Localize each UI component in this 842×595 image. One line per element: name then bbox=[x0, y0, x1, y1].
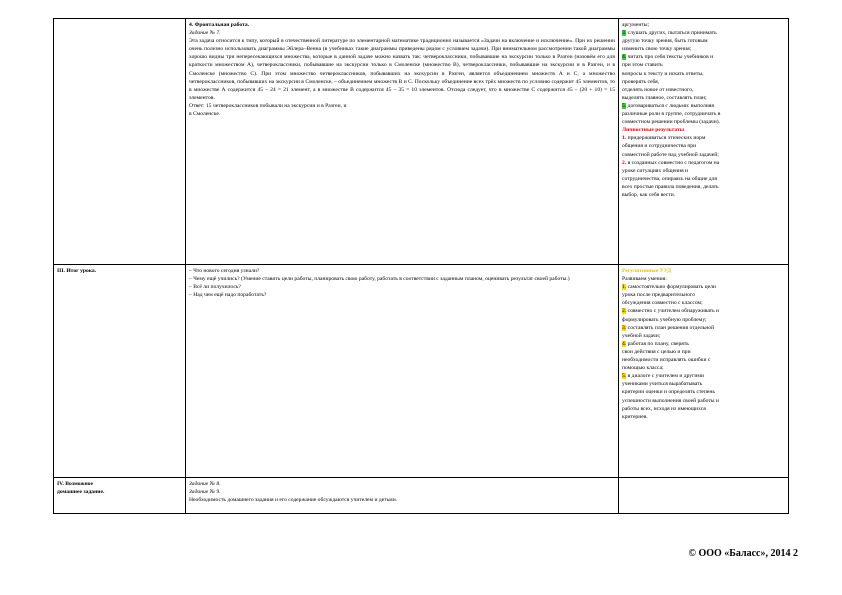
uud-line: общения и сотрудничества при bbox=[622, 143, 697, 150]
uud-line: совместном решении проблемы (задачи). bbox=[622, 119, 720, 126]
content-cell bbox=[186, 478, 619, 514]
uud-line: совместной работе над учебной задачей; bbox=[622, 151, 719, 158]
reg-item: 5. в диалоге с учителем и другими bbox=[622, 373, 704, 380]
uud-line: всех простые правила поведения, делать bbox=[622, 183, 719, 190]
uud-cell bbox=[619, 478, 789, 514]
uud-line: учениками учиться вырабатывать bbox=[622, 381, 703, 388]
uud-item: 4. читать про себя тексты учебников и bbox=[622, 54, 714, 61]
uud-line: критериев. bbox=[622, 413, 648, 420]
reg-item: 3. составлять план решения отдельной bbox=[622, 324, 715, 331]
reg-item: 4. работая по плану, сверять bbox=[622, 340, 689, 347]
personal-results-heading: Личностные результаты bbox=[622, 127, 685, 134]
item-number: 1. bbox=[622, 135, 627, 142]
uud-line: вопросы к тексту и искать ответы, bbox=[622, 70, 704, 77]
stage-cell bbox=[54, 19, 186, 265]
uud-line: отделять новое от известного, bbox=[622, 86, 694, 93]
uud-line: свои действия с целью и при bbox=[622, 348, 691, 355]
regulatory-heading: Регулятивные УУД bbox=[622, 268, 672, 274]
solution-paragraph: Эта задача относится к типу, который в отечественной литературе по элементарной математике традиционно называется «Задачи на включение и исключение». При их решении очень полезно использовать диаграммы Эйлера–Венна (в учебниках такие диаграммы приведены рядом с условием задачи). При внимательном рассмотрении такой диаграммы хорошо видны три непересекающихся множества, которые в данной задаче можно назвать так: четвероклассники, побывавшие на экскурсии только в Разгеи (назовём его для краткости множеством А), четвероклассники, побывавшие на экскурсии только в Смоленске (множество В), четвероклассники, побывавшие на экскурсии и в Разгеи, и в Смоленске (множество С). При этом множество четвероклассников, побывавших на экскурсии в Разгеи, является объединением множеств А и С, а множество четвероклассников, побывавших на экскурсии в Смоленске, – объединением множеств В и С. Поскольку объединение всех трёх множеств по условию содержит 45 элементов, то в множестве А содержится 45 – 24 = 21 элемент, а в множестве В содержится 45 – 35 = 10 элементов. Отсюда следует, что в множестве С содержится 45 – (20 + 10) = 15 элементов. bbox=[189, 38, 615, 101]
table-row bbox=[54, 265, 789, 478]
table-row bbox=[54, 19, 789, 265]
uud-line: работы всех, исходя из имеющихся bbox=[622, 405, 706, 412]
item-number: 2. bbox=[622, 159, 627, 166]
question-line: – Чему ещё учились? (Умение ставить цели работы, планировать свою работу, работать в соответствии с заданным планом, оценивать результат своей работы.) bbox=[189, 276, 570, 283]
stage-title: III. Итог урока. bbox=[57, 268, 97, 274]
content-cell bbox=[186, 19, 619, 265]
uud-line: при этом ставить bbox=[622, 62, 663, 69]
uud-line: критерии оценки и определять степень bbox=[622, 389, 715, 396]
uud-item: 5. договариваться с людьми: выполняя bbox=[622, 102, 714, 109]
uud-line: урока после предварительного bbox=[622, 292, 695, 299]
uud-line: уроке ситуациях общения и bbox=[622, 167, 689, 174]
uud-line: различные роли в группе, сотрудничать в bbox=[622, 111, 721, 118]
lesson-plan-table bbox=[53, 18, 789, 514]
uud-line: выбор, как себя вести. bbox=[622, 191, 676, 198]
content-cell bbox=[186, 265, 619, 478]
uud-cell bbox=[619, 19, 789, 265]
reg-item: 2. совместно с учителем обнаруживать и bbox=[622, 308, 720, 315]
item-number: 5. bbox=[622, 102, 627, 109]
task-label: Задание № 8. bbox=[189, 481, 221, 487]
uud-line: проверять себя, bbox=[622, 78, 660, 85]
uud-line: помощью класса; bbox=[622, 365, 664, 372]
stage-cell bbox=[54, 265, 186, 478]
question-line: – Всё ли получилось? bbox=[189, 284, 241, 291]
personal-item: 1. придерживаться этических норм bbox=[622, 135, 706, 142]
item-number: 1. bbox=[622, 284, 627, 291]
uud-line: учебной задачи; bbox=[622, 332, 661, 339]
task-label: Задание № 7. bbox=[189, 30, 221, 37]
personal-item: 2. в созданных совместно с педагогом на bbox=[622, 159, 720, 166]
copyright-footer: © ООО «Баласс», 2014 2 bbox=[688, 548, 798, 559]
uud-line: обсуждения совместно с классом; bbox=[622, 300, 703, 307]
uud-cell bbox=[619, 265, 789, 478]
item-number: 4. bbox=[622, 54, 627, 61]
question-line: – Что нового сегодня узнали? bbox=[189, 268, 260, 274]
item-number: 4. bbox=[622, 340, 627, 347]
uud-line: сотрудничества, опираясь на общие для bbox=[622, 175, 717, 182]
item-number: 5. bbox=[622, 373, 627, 380]
uud-item: 3. слушать других, пытаться принимать bbox=[622, 30, 717, 37]
uud-line: Развиваем умения: bbox=[622, 276, 667, 283]
uud-line: формулировать учебную проблему; bbox=[622, 316, 707, 323]
uud-line: выделять главное, составлять план; bbox=[622, 94, 707, 101]
stage-cell bbox=[54, 478, 186, 514]
item-number: 2. bbox=[622, 308, 627, 315]
item-number: 3. bbox=[622, 324, 627, 331]
homework-note: Необходимость домашнего задания и его содержание обсуждаются учителем и детьми. bbox=[189, 497, 398, 504]
table-row bbox=[54, 478, 789, 514]
answer-line: в Смоленске. bbox=[189, 111, 221, 118]
answer-line: Ответ: 15 четвероклассников побывали на экскурсии и в Разгеи, и bbox=[189, 102, 347, 109]
task-label: Задание № 9. bbox=[189, 489, 221, 496]
uud-line: успешности выполнения своей работы и bbox=[622, 397, 719, 404]
section-heading: 4. Фронтальная работа. bbox=[189, 22, 250, 28]
stage-title: IV. Возможное bbox=[57, 481, 93, 487]
stage-title: домашнее задание. bbox=[57, 489, 105, 496]
uud-line: необходимости исправлять ошибки с bbox=[622, 357, 711, 364]
uud-line: изменить свою точку зрения; bbox=[622, 46, 692, 53]
question-line: – Над чем ещё надо поработать? bbox=[189, 292, 267, 299]
reg-item: 1. самостоятельно формулировать цели bbox=[622, 284, 716, 291]
uud-line: аргументы; bbox=[622, 22, 650, 28]
item-number: 3. bbox=[622, 30, 627, 37]
uud-line: другую точку зрения, быть готовым bbox=[622, 38, 708, 45]
